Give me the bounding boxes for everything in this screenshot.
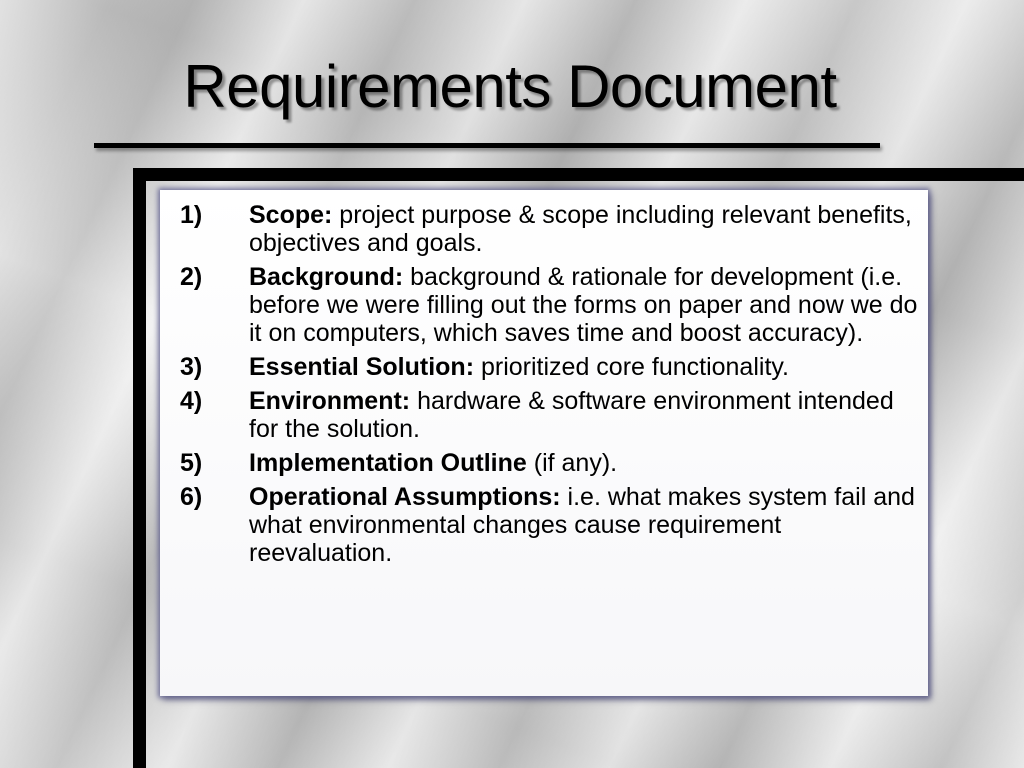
list-item	[180, 387, 920, 443]
item-text: prioritized core functionality.	[474, 353, 789, 381]
item-text: background & rationale for development (i.e. before we were filling out the forms on paper and now we do it on computers, which saves time and boost accuracy).	[249, 263, 918, 347]
list-item	[180, 449, 920, 477]
item-number: 3)	[180, 353, 203, 381]
content-box	[160, 190, 928, 696]
item-body	[249, 387, 920, 443]
item-number: 4)	[180, 387, 203, 415]
item-text: i.e. what makes system fail and what environmental changes cause requirement reevaluation.	[249, 483, 915, 567]
item-number: 2)	[180, 263, 203, 291]
item-body	[249, 449, 920, 477]
item-text: hardware & software environment intended for the solution.	[249, 387, 894, 443]
item-number: 1)	[180, 201, 203, 229]
item-label: Background:	[249, 263, 404, 291]
item-label: Operational Assumptions:	[249, 483, 561, 511]
list-item	[180, 353, 920, 381]
list-item	[180, 483, 920, 567]
item-label: Scope:	[249, 201, 333, 229]
item-number: 6)	[180, 483, 203, 511]
item-text: project purpose & scope including relevant benefits, objectives and goals.	[249, 201, 912, 257]
requirements-list	[180, 201, 920, 573]
item-label: Environment:	[249, 387, 411, 415]
item-body	[249, 353, 920, 381]
item-text: (if any).	[526, 449, 618, 477]
title-underline	[94, 143, 880, 148]
item-body	[249, 201, 920, 257]
slide-title-text: Requirements Document	[183, 53, 837, 120]
slide-title	[0, 52, 1024, 121]
item-label: Essential Solution:	[249, 353, 475, 381]
list-item	[180, 263, 920, 347]
list-item	[180, 201, 920, 257]
item-body	[249, 483, 920, 567]
item-label: Implementation Outline	[249, 449, 527, 477]
item-number: 5)	[180, 449, 203, 477]
item-body	[249, 263, 920, 347]
